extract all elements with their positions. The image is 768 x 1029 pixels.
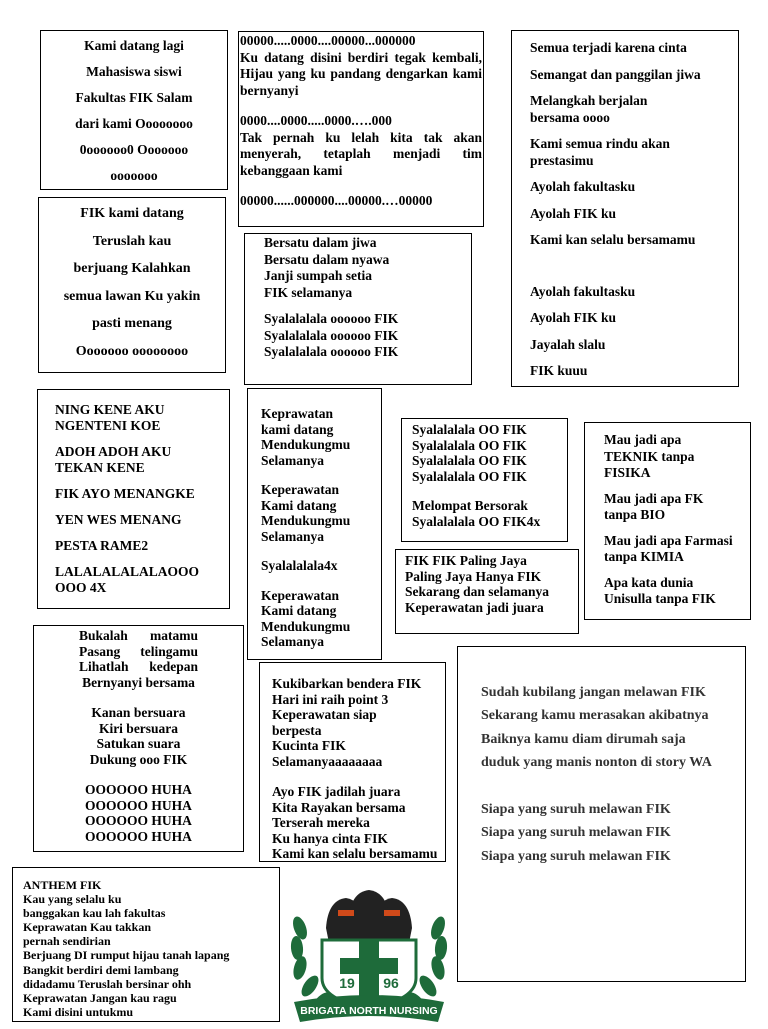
lyric-line: Kami datang bbox=[261, 497, 337, 513]
lyric-line: semua lawan Ku yakin bbox=[63, 288, 201, 304]
anthem-title: ANTHEM FIK bbox=[23, 878, 102, 892]
lyric-line: FISIKA bbox=[604, 465, 651, 480]
lyric-line: Baiknya kamu diam dirumah saja bbox=[481, 731, 686, 747]
chant-box-kami-datang bbox=[40, 30, 228, 190]
lyric-line: FIK kuuu bbox=[530, 363, 588, 378]
lyric-line: didadamu Teruslah bersinar ohh bbox=[23, 976, 192, 991]
lyric-line: Apa kata dunia bbox=[604, 574, 694, 590]
lyric-line: LALALALALALAOOO bbox=[55, 564, 200, 579]
lyric-line: OOOOOO HUHA bbox=[85, 797, 192, 813]
lyric-line: Ayolah fakultasku bbox=[530, 283, 636, 299]
lyric-line: Keprawatan bbox=[261, 406, 333, 421]
lyric-line: Syalalalala oooooo FIK bbox=[264, 311, 399, 326]
lyric-line: Mendukungmu bbox=[261, 513, 351, 528]
lyric-line: pasti menang bbox=[92, 316, 172, 332]
lyric-line: Bangkit berdiri demi lambang bbox=[23, 962, 179, 977]
lyric-line: Syalalalala OO FIK4x bbox=[412, 513, 541, 529]
lyric-line: Fakultas FIK Salam bbox=[75, 90, 193, 105]
lyric-line: Siapa yang suruh melawan FIK bbox=[481, 802, 671, 818]
lyric-line: Kami datang bbox=[261, 603, 337, 618]
lyric-line: Siapa yang suruh melawan FIK bbox=[481, 825, 671, 841]
chant-box-bukalah-matamu bbox=[33, 625, 244, 852]
chant-box-ning-kene bbox=[37, 389, 230, 609]
lyric-line: OOOOOO HUHA bbox=[85, 828, 192, 844]
lyric-line: Kau yang selalu ku bbox=[23, 892, 122, 907]
lyric-line: Sekarang kamu merasakan akibatnya bbox=[481, 708, 709, 724]
lyric-line: tanpa BIO bbox=[604, 507, 666, 522]
lyric-line: Ayo FIK jadilah juara bbox=[272, 784, 401, 799]
lyric-line: Melompat Bersorak bbox=[412, 498, 528, 513]
lyric-line: Terserah mereka bbox=[272, 815, 370, 830]
lyric-line: OOOOOO HUHA bbox=[85, 782, 192, 797]
lyric-line: Kita Rayakan bersama bbox=[272, 799, 406, 815]
banner-text: BRIGATA NORTH NURSING bbox=[300, 1005, 438, 1017]
lyric-line: Syalalalala oooooo FIK bbox=[264, 344, 399, 359]
lyric-line: Ayolah FIK ku bbox=[530, 205, 617, 221]
lyric-line: Kiri bersuara bbox=[98, 720, 179, 736]
lyric-line: Syalalalala OO FIK bbox=[412, 422, 527, 437]
lyric-line: OOO 4X bbox=[55, 580, 107, 595]
lyric-line: Mau jadi apa Farmasi bbox=[604, 532, 733, 548]
lyric-line: bersama oooo bbox=[530, 109, 610, 125]
lyric-line: Keperawatan siap bbox=[272, 707, 377, 722]
year-right: 96 bbox=[383, 975, 399, 991]
brigata-north-nursing-logo bbox=[288, 888, 450, 1024]
lyric-line: Kami semua rindu akan bbox=[530, 136, 670, 151]
lyric-line: Sudah kubilang jangan melawan FIK bbox=[481, 685, 706, 700]
lyric-line: Berjuang DI rumput hijau tanah lapang bbox=[23, 948, 230, 963]
lyric-line: FIK AYO MENANGKE bbox=[55, 486, 195, 501]
lyric-line: Satukan suara bbox=[96, 736, 181, 751]
lyric-line: 0000....0000.....0000.….000 bbox=[240, 113, 392, 128]
lyric-line: FIK kami datang bbox=[80, 206, 184, 221]
lyric-line: Bukalah matamu bbox=[79, 628, 198, 643]
lyric-line: Selamanya bbox=[261, 634, 325, 649]
lyric-line: Mahasiswa siswi bbox=[86, 64, 182, 79]
lyric-line: berjuang Kalahkan bbox=[73, 261, 191, 277]
lyric-line: Lihatlah kedepan bbox=[79, 659, 198, 674]
chant-box-ku-datang bbox=[238, 31, 484, 227]
lyric-line: tanpa KIMIA bbox=[604, 549, 684, 564]
chant-box-syalalala bbox=[401, 418, 568, 542]
lyric-line: Selamanyaaaaaaaa bbox=[272, 753, 383, 769]
lyric-line: Kukibarkan bendera FIK bbox=[272, 676, 422, 691]
lyric-line: Syalalalala OO FIK bbox=[412, 453, 527, 468]
logo-emblem-icon bbox=[288, 888, 450, 1024]
lyric-line: Syalalalala oooooo FIK bbox=[264, 327, 399, 343]
lyric-line: Keprawatan Jangan kau ragu bbox=[23, 990, 177, 1005]
lyric-line: kami datang bbox=[261, 421, 334, 437]
lyric-line: Kanan bersuara bbox=[91, 705, 186, 720]
lyric-line: Jayalah slalu bbox=[530, 336, 606, 352]
year-left: 19 bbox=[339, 975, 355, 991]
lyric-line: NGENTENI KOE bbox=[55, 418, 161, 433]
lyric-line: Teruslah kau bbox=[92, 233, 172, 249]
lyric-line: PESTA RAME2 bbox=[55, 538, 149, 553]
lyric-line: Keprawatan Kau takkan bbox=[23, 920, 152, 935]
chant-box-semua-terjadi bbox=[511, 30, 739, 387]
lyric-line: TEKNIK tanpa bbox=[604, 448, 695, 464]
lyric-line: Kami kan selalu bersamamu bbox=[272, 846, 438, 861]
lyric-line: Pasang telingamu bbox=[79, 643, 198, 659]
lyric-line: Ooooooo oooooooo bbox=[75, 343, 189, 359]
lyric-line: Janji sumpah setia bbox=[264, 268, 373, 283]
lyric-paragraph: Ku datang disini berdiri tegak kembali, Hijau yang ku pandang dengarkan kami bernyanyi bbox=[240, 49, 482, 98]
lyric-line: Selamanya bbox=[261, 452, 325, 468]
chant-box-kukibarkan bbox=[259, 662, 446, 862]
lyric-line: Ayolah fakultasku bbox=[530, 179, 636, 194]
lyric-line: YEN WES MENANG bbox=[55, 512, 182, 527]
chant-box-fik-kami-datang bbox=[38, 197, 226, 373]
lyric-line: Dukung ooo FIK bbox=[89, 751, 188, 767]
chant-box-mau-jadi-apa bbox=[584, 422, 751, 620]
lyric-line: FIK FIK Paling Jaya bbox=[405, 553, 527, 568]
lyric-line: Mau jadi apa bbox=[604, 432, 682, 447]
lyric-line: Mendukungmu bbox=[261, 618, 351, 634]
lyric-line: ooooooo bbox=[110, 168, 158, 183]
lyric-line: pernah sendirian bbox=[23, 934, 111, 949]
lyric-line: Melangkah berjalan bbox=[530, 93, 648, 108]
lyric-line: FIK selamanya bbox=[264, 284, 353, 300]
lyric-line: 0oooooo0 Ooooooo bbox=[79, 142, 189, 157]
lyric-line: Bersatu dalam nyawa bbox=[264, 251, 390, 267]
lyric-line: Mendukungmu bbox=[261, 437, 351, 452]
lyric-line: Unisulla tanpa FIK bbox=[604, 591, 716, 606]
lyric-line: banggakan kau lah fakultas bbox=[23, 906, 166, 921]
lyric-line: NING KENE AKU bbox=[55, 402, 165, 417]
lyric-line: Hari ini raih point 3 bbox=[272, 691, 389, 707]
lyric-line: Paling Jaya Hanya FIK bbox=[405, 568, 542, 584]
lyric-line: duduk yang manis nonton di story WA bbox=[481, 754, 712, 770]
lyric-line: Mau jadi apa FK bbox=[604, 490, 704, 506]
lyric-line: ADOH ADOH AKU bbox=[55, 444, 172, 459]
lyric-line: Semangat dan panggilan jiwa bbox=[530, 66, 701, 82]
lyric-line: Kami disini untukmu bbox=[23, 1004, 134, 1019]
lyric-line: 00000......000000....00000.…00000 bbox=[240, 193, 433, 208]
lyric-line: Syalalalala4x bbox=[261, 558, 338, 573]
chant-box-bersatu bbox=[244, 233, 472, 385]
lyric-line: Bersatu dalam jiwa bbox=[264, 235, 377, 250]
lyric-line: Selamanya bbox=[261, 528, 325, 544]
lyric-line: Kami datang lagi bbox=[84, 38, 184, 53]
lyric-line: prestasimu bbox=[530, 152, 594, 168]
lyric-line: Bernyanyi bersama bbox=[82, 674, 195, 690]
lyric-line: Syalalalala OO FIK bbox=[412, 468, 527, 484]
lyric-line: Ayolah FIK ku bbox=[530, 310, 617, 325]
lyric-line: berpesta bbox=[272, 722, 322, 738]
lyric-line: Kucinta FIK bbox=[272, 738, 346, 753]
lyric-line: Syalalalala OO FIK bbox=[412, 437, 527, 453]
chant-box-paling-jaya bbox=[395, 549, 579, 634]
lyric-line: dari kami Oooooooo bbox=[75, 116, 193, 131]
lyric-line: Siapa yang suruh melawan FIK bbox=[481, 848, 671, 864]
lyric-line: Sekarang dan selamanya bbox=[405, 584, 550, 599]
lyric-paragraph: Tak pernah ku lelah kita tak akan menyerah, tetaplah menjadi tim kebanggaan kami bbox=[240, 129, 482, 178]
chant-box-sudah-kubilang bbox=[457, 646, 746, 982]
lyric-line: OOOOOO HUHA bbox=[85, 813, 192, 828]
lyric-line: Ku hanya cinta FIK bbox=[272, 830, 388, 846]
chant-box-anthem-fik bbox=[12, 867, 280, 1022]
lyric-line: 00000.....0000....00000...000000 bbox=[240, 33, 416, 48]
lyric-line: Keperawatan jadi juara bbox=[405, 599, 544, 615]
lyric-line: Keperawatan bbox=[261, 587, 339, 603]
lyric-line: Semua terjadi karena cinta bbox=[530, 40, 687, 55]
lyric-line: Kami kan selalu bersamamu bbox=[530, 232, 696, 247]
lyric-line: Keperawatan bbox=[261, 482, 339, 497]
chant-box-keperawatan bbox=[247, 388, 382, 660]
lyric-line: TEKAN KENE bbox=[55, 460, 145, 475]
